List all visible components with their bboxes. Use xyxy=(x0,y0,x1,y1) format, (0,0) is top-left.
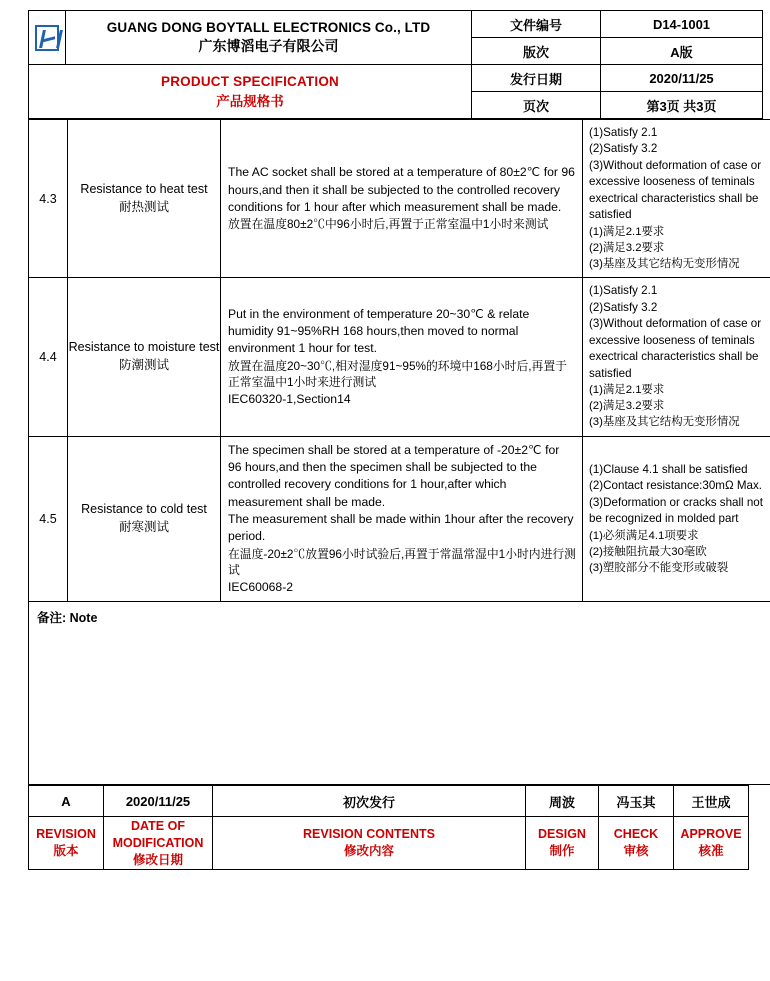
row-description-standard: IEC60068-2 xyxy=(228,580,294,595)
check-label xyxy=(599,817,674,870)
revision-contents-value: 初次发行 xyxy=(213,786,526,817)
row-description-cn: 放置在温度80±2℃中96小时后,再置于正常室温中1小时来测试 xyxy=(228,217,549,232)
row-description xyxy=(221,278,583,436)
field-label-issue-date: 发行日期 xyxy=(472,65,601,92)
company-name-cell xyxy=(66,11,472,65)
contents-label xyxy=(213,817,526,870)
check-label-en: CHECK xyxy=(613,827,659,842)
doc-title-en: PRODUCT SPECIFICATION xyxy=(161,73,339,89)
row-item-cn: 耐热测试 xyxy=(118,199,169,214)
revision-value: A xyxy=(29,786,104,817)
field-label-doc-no: 文件编号 xyxy=(472,11,601,38)
table-row xyxy=(29,436,770,602)
company-name-cn: 广东博滔电子有限公司 xyxy=(198,38,339,55)
row-number: 4.5 xyxy=(29,436,68,602)
doc-title-cn: 产品规格书 xyxy=(216,93,284,109)
revision-label-en: REVISION xyxy=(36,827,96,842)
revision-label xyxy=(29,817,104,870)
doc-title-cell xyxy=(29,65,472,119)
row-item-cn: 耐寒测试 xyxy=(118,520,169,535)
revision-label-cn: 版本 xyxy=(53,844,79,859)
note-label: 备注: Note xyxy=(37,611,98,626)
check-signature: 冯玉其 xyxy=(599,786,674,817)
row-requirement-cn: (1)必须满足4.1项要求 (2)接触阻抗最大30毫欧 (3)塑胶部分不能变形或破裂 xyxy=(589,529,729,574)
date-label-cn: 修改日期 xyxy=(132,852,183,867)
row-description-en: The AC socket shall be stored at a temperature of 80±2℃ for 96 hours,and then it shall be subjected to the controlled recovery conditions for 1 hour after which measurement shall be made. xyxy=(228,165,575,214)
row-description-standard: IEC60320-1,Section14 xyxy=(228,392,351,406)
row-description-cn: 在温度-20±2℃放置96小时试验后,再置于常温常湿中1小时内进行测试 xyxy=(228,546,576,578)
specification-table xyxy=(28,119,770,785)
row-item-en: Resistance to moisture test xyxy=(68,340,220,355)
row-number: 4.4 xyxy=(29,278,68,436)
row-requirement-cn: (1)满足2.1要求 (2)满足3.2要求 (3)基座及其它结构无变形情况 xyxy=(589,225,740,271)
date-label-en: DATE OF MODIFICATION xyxy=(112,819,204,850)
note-cell xyxy=(29,602,770,785)
date-label xyxy=(104,817,213,870)
company-name-en: GUANG DONG BOYTALL ELECTRONICS Co., LTD xyxy=(106,19,431,35)
field-value-doc-no: D14-1001 xyxy=(601,11,763,38)
row-item-en: Resistance to cold test xyxy=(81,502,207,517)
row-item xyxy=(68,120,221,278)
row-item xyxy=(68,278,221,436)
row-description-cn: 放置在温度20~30℃,相对湿度91~95%的环境中168小时后,再置于正常室温中1小时来进行测试 xyxy=(228,358,567,390)
row-description-en: Put in the environment of temperature 20~30℃ & relate humidity 91~95%RH 168 hours,then moved to normal environment 1 hour for test. xyxy=(228,306,530,356)
row-description xyxy=(221,436,583,602)
design-signature: 周波 xyxy=(526,786,599,817)
revision-values-row xyxy=(29,786,749,817)
revision-date-value: 2020/11/25 xyxy=(104,786,213,817)
boytall-logo-icon xyxy=(35,25,59,51)
row-requirement-en: (1)Satisfy 2.1 (2)Satisfy 3.2 (3)Without deformation of case or excessive looseness of teminals exectrical characteristics shall be satisfied xyxy=(589,126,762,222)
row-requirement xyxy=(583,120,770,278)
row-requirement xyxy=(583,278,770,436)
table-row xyxy=(29,120,770,278)
revision-labels-row xyxy=(29,817,749,870)
document-header xyxy=(28,10,763,119)
design-label xyxy=(526,817,599,870)
specification-page xyxy=(28,10,763,962)
field-label-edition: 版次 xyxy=(472,38,601,65)
approve-label-en: APPROVE xyxy=(680,827,742,842)
row-number: 4.3 xyxy=(29,120,68,278)
row-requirement-cn: (1)满足2.1要求 (2)满足3.2要求 (3)基座及其它结构无变形情况 xyxy=(589,384,740,429)
row-description xyxy=(221,120,583,278)
company-logo-cell xyxy=(29,11,66,65)
field-value-issue-date: 2020/11/25 xyxy=(601,65,763,92)
approve-label xyxy=(674,817,749,870)
design-label-cn: 制作 xyxy=(549,844,575,859)
row-item xyxy=(68,436,221,602)
field-value-edition: A版 xyxy=(601,38,763,65)
field-label-page: 页次 xyxy=(472,92,601,119)
row-requirement-en: (1)Satisfy 2.1 (2)Satisfy 3.2 (3)Without deformation of case or excessive looseness of teminals exectrical characteristics shall be satisfied xyxy=(589,284,762,380)
row-item-en: Resistance to heat test xyxy=(80,181,208,196)
row-item-cn: 防潮测试 xyxy=(118,357,169,372)
contents-label-en: REVISION CONTENTS xyxy=(303,827,435,842)
row-requirement-en: (1)Clause 4.1 shall be satisfied (2)Contact resistance:30mΩ Max. (3)Deformation or cracks shall not be recognized in molded part xyxy=(589,462,763,526)
check-label-cn: 审核 xyxy=(623,844,649,859)
contents-label-cn: 修改内容 xyxy=(343,844,394,859)
approve-signature: 王世成 xyxy=(674,786,749,817)
design-label-en: DESIGN xyxy=(538,827,586,842)
row-requirement xyxy=(583,436,770,602)
note-row xyxy=(29,602,770,785)
approve-label-cn: 核准 xyxy=(698,844,724,859)
field-value-page: 第3页 共3页 xyxy=(601,92,763,119)
table-row xyxy=(29,278,770,436)
row-description-en: The specimen shall be stored at a temperature of -20±2℃ for 96 hours,and then the specimen shall be subjected to the controlled recovery conditions for 1 hour,after which measurement shall be made. The measurement shall be made within 1hour after the recovery period. xyxy=(228,442,574,544)
revision-footer xyxy=(28,785,749,870)
